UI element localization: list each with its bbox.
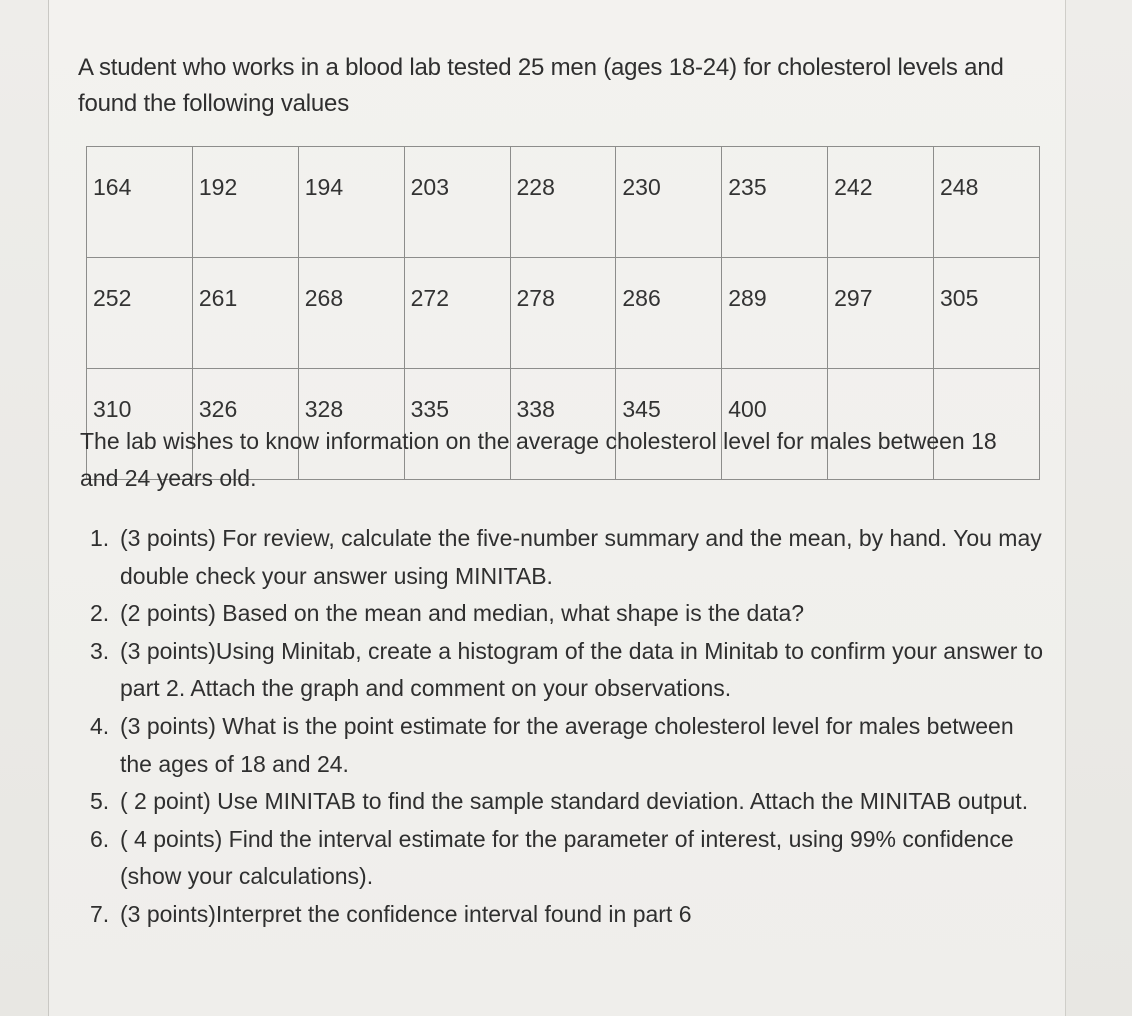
list-item (90, 821, 1050, 896)
question-number: 2. (90, 600, 110, 627)
table-cell: 328 (298, 369, 404, 480)
question-text: ( 2 point) Use MINITAB to find the sample standard deviation. Attach the MINITAB output. (120, 788, 1029, 815)
table-cell: 242 (828, 147, 934, 258)
list-item (90, 595, 1050, 633)
table-cell: 335 (404, 369, 510, 480)
table-cell: 286 (616, 258, 722, 369)
table-cell: 278 (510, 258, 616, 369)
intro-paragraph: A student who works in a blood lab tested 25 men (ages 18-24) for cholesterol levels and found the following values (78, 54, 1004, 117)
question-list (90, 520, 1050, 934)
table-cell: 164 (87, 147, 193, 258)
question-text: (3 points) For review, calculate the five-number summary and the mean, by hand. You may double check your answer using MINITAB. (120, 525, 1042, 589)
table-row (87, 258, 1040, 369)
table-cell: 272 (404, 258, 510, 369)
table-cell: 338 (510, 369, 616, 480)
table-cell: 310 (87, 369, 193, 480)
table-cell: 289 (722, 258, 828, 369)
question-number: 1. (90, 525, 110, 551)
table-cell: 268 (298, 258, 404, 369)
table-cell: 261 (192, 258, 298, 369)
table-cell: 297 (828, 258, 934, 369)
table-cell: 252 (87, 258, 193, 369)
table-cell: 192 (192, 147, 298, 258)
question-number: 7. (90, 900, 110, 927)
table-cell: 326 (192, 369, 298, 480)
question-number: 5. (90, 788, 110, 815)
lab-paragraph: The lab wishes to know information on the average cholesterol level for males between 18 and 24 years old. (80, 428, 997, 491)
table-cell: 228 (510, 147, 616, 258)
table-cell: 235 (722, 147, 828, 258)
question-text: (3 points)Using Minitab, create a histogram of the data in Minitab to confirm your answer to part 2. Attach the graph and comment on your observations. (120, 637, 1043, 702)
table-cell: 345 (616, 369, 722, 480)
question-text: ( 4 points) Find the interval estimate for the parameter of interest, using 99% confidence (show your calculations). (120, 825, 1014, 890)
question-text: (3 points)Interpret the confidence interval found in part 6 (120, 900, 692, 927)
question-text: (3 points) What is the point estimate for the average cholesterol level for males between the ages of 18 and 24. (120, 712, 1014, 777)
table-cell: 248 (934, 147, 1040, 258)
question-text: (2 points) Based on the mean and median, what shape is the data? (120, 600, 805, 627)
list-item (90, 633, 1050, 708)
question-number: 3. (90, 637, 110, 664)
list-item (90, 783, 1050, 821)
list-item (90, 708, 1050, 783)
table-cell: 305 (934, 258, 1040, 369)
question-number: 6. (90, 825, 110, 852)
table-row (87, 147, 1040, 258)
table-cell: 230 (616, 147, 722, 258)
table-cell: 400 (722, 369, 828, 480)
list-item (90, 896, 1050, 934)
question-number: 4. (90, 712, 110, 739)
list-item (90, 520, 1050, 595)
table-cell: 194 (298, 147, 404, 258)
table-cell: 203 (404, 147, 510, 258)
